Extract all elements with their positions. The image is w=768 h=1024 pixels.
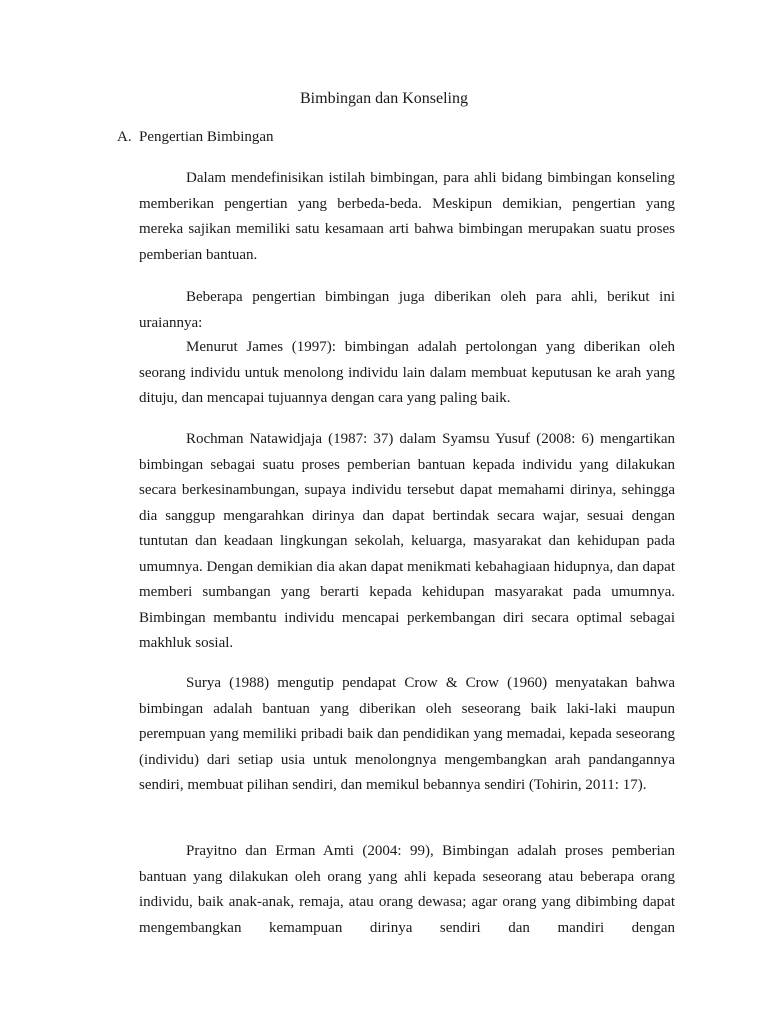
section-heading-text: Pengertian Bimbingan	[139, 129, 274, 145]
paragraph-6: Prayitno dan Erman Amti (2004: 99), Bimbingan adalah proses pemberian bantuan yang dilakukan oleh orang yang ahli kepada seseorang atau beberapa orang individu, baik anak-anak, remaja, atau orang dewasa; agar orang yang dibimbing dapat mengembangkan kemampuan dirinya sendiri dan mandiri dengan	[139, 843, 675, 936]
document-title: Bimbingan dan Konseling	[300, 90, 468, 107]
paragraph-1: Dalam mendefinisikan istilah bimbingan, para ahli bidang bimbingan konseling memberikan pengertian yang berbeda-beda. Meskipun demikian, pengertian yang mereka sajikan memiliki satu kesamaan arti bahwa bimbingan merupakan suatu proses pemberian bantuan.	[139, 170, 675, 263]
paragraph-5: Surya (1988) mengutip pendapat Crow & Crow (1960) menyatakan bahwa bimbingan adalah bantuan yang diberikan oleh seseorang baik laki-laki maupun perempuan yang memiliki pribadi baik dan pendidikan yang memadai, kepada seseorang (individu) dari setiap usia untuk menolongnya mengembangkan arah pandangannya sendiri, membuat pilihan sendiri, dan memikul bebannya sendiri (Tohirin, 2011: 17).	[139, 675, 675, 793]
paragraph-2: Beberapa pengertian bimbingan juga diberikan oleh para ahli, berikut ini uraiannya:	[139, 289, 675, 331]
paragraph-3: Menurut James (1997): bimbingan adalah pertolongan yang diberikan oleh seorang individu untuk menolong individu lain dalam membuat keputusan ke arah yang dituju, dan mencapai tujuannya dengan cara yang paling baik.	[139, 339, 675, 406]
section-heading	[117, 126, 274, 148]
section-marker: A.	[117, 129, 132, 145]
paragraph-4: Rochman Natawidjaja (1987: 37) dalam Syamsu Yusuf (2008: 6) mengartikan bimbingan sebagai suatu proses pemberian bantuan kepada individu yang dilakukan secara berkesinambungan, supaya individu tersebut dapat memahami dirinya, sehingga dia sanggup mengarahkan dirinya dan dapat bertindak secara wajar, sesuai dengan tuntutan dan keadaan lingkungan sekolah, keluarga, masyarakat dan kehidupan pada umumnya. Dengan demikian dia akan dapat menikmati kebahagiaan hidupnya, dan dapat memberi sumbangan yang berarti kepada kehidupan masyarakat pada umumnya. Bimbingan membantu individu mencapai perkembangan diri secara optimal sebagai makhluk sosial.	[139, 431, 675, 651]
